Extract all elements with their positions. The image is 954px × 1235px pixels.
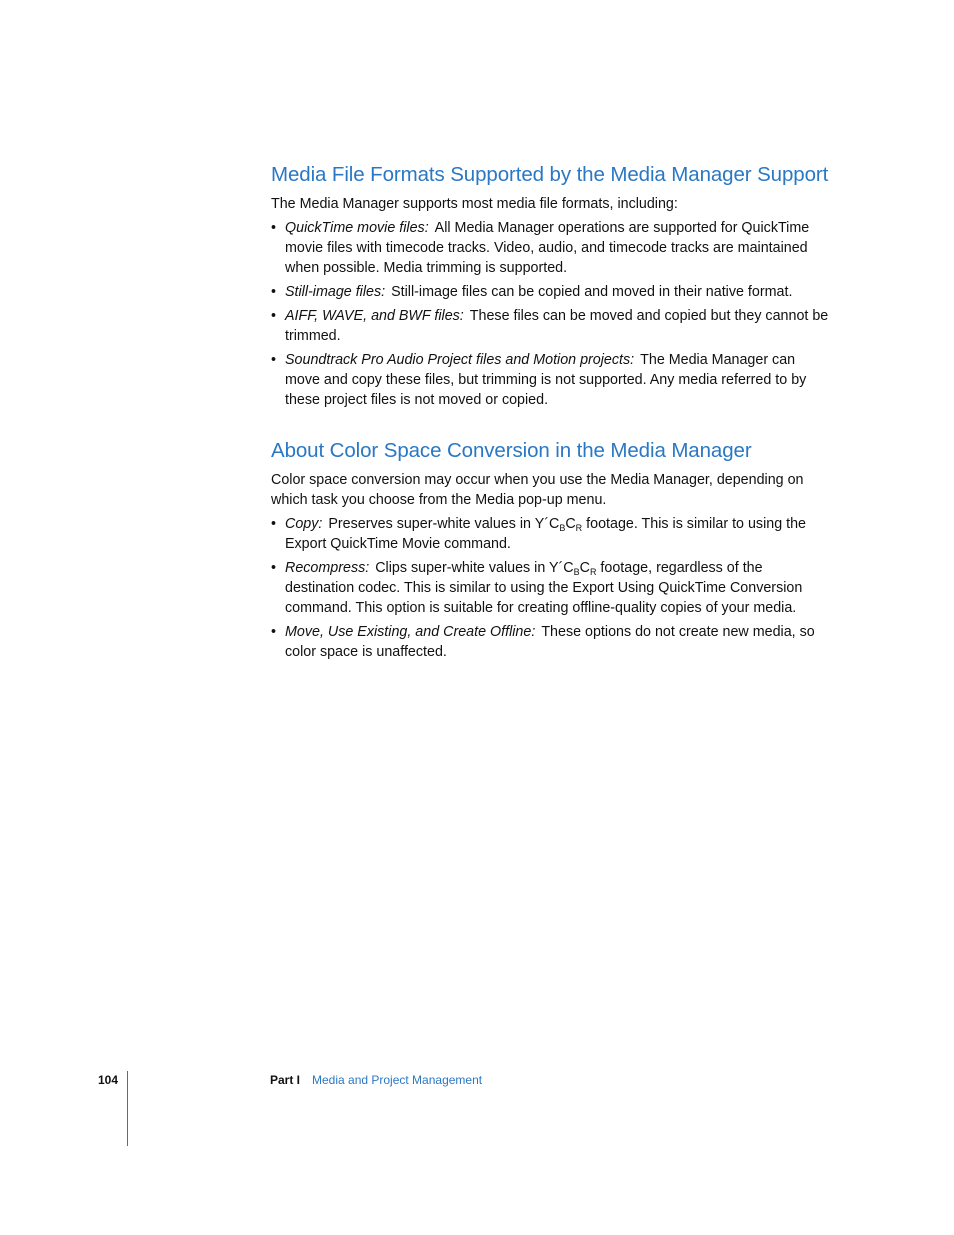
part-label: Part I: [270, 1073, 301, 1087]
item-text-before: Clips super-white values in Y´C: [375, 560, 574, 576]
item-term: Move, Use Existing, and Create Offline:: [285, 624, 536, 640]
subscript-r: R: [589, 567, 597, 577]
item-term: Recompress:: [285, 560, 370, 576]
page-number: 104: [98, 1073, 119, 1087]
subscript-r: R: [575, 523, 583, 533]
item-text-mid: C: [565, 516, 576, 532]
bullet-icon: •: [271, 220, 277, 236]
list-item: [271, 514, 831, 554]
item-text-after: footage, regardless of the destination codec. This is similar to using the Export Using QuickTime Conversion command. This option is suitable for creating offline-quality copies of your media.: [285, 560, 803, 616]
subscript-b: B: [573, 567, 580, 577]
item-text: These files can be moved and copied but they cannot be trimmed.: [285, 308, 829, 344]
item-text: These options do not create new media, so color space is unaffected.: [285, 624, 815, 660]
bullet-icon: •: [271, 516, 277, 532]
section-heading: Media File Formats Supported by the Media Manager Support: [271, 163, 829, 186]
section-intro: Color space conversion may occur when you use the Media Manager, depending on which task you choose from the Media pop-up menu.: [271, 472, 804, 508]
item-text-mid: C: [579, 560, 590, 576]
section-heading: About Color Space Conversion in the Media Manager: [271, 439, 752, 462]
item-text-after: footage. This is similar to using the Export QuickTime Movie command.: [285, 516, 807, 552]
item-term: QuickTime movie files:: [285, 220, 429, 236]
bullet-icon: •: [271, 308, 277, 324]
item-term: AIFF, WAVE, and BWF files:: [285, 308, 464, 324]
list-item: [271, 350, 831, 410]
list-item: [271, 558, 831, 618]
list-item: [271, 218, 831, 278]
bullet-list: [271, 218, 831, 410]
page-content: [271, 160, 831, 666]
part-title: Media and Project Management: [312, 1073, 483, 1087]
bullet-icon: •: [271, 560, 277, 576]
item-text: All Media Manager operations are supported for QuickTime movie files with timecode tracks. Video, audio, and timecode tracks are maintained when possible. Media trimming is supported.: [285, 220, 810, 276]
bullet-icon: •: [271, 624, 277, 640]
item-term: Copy:: [285, 516, 323, 532]
item-text: The Media Manager can move and copy these files, but trimming is not supported. Any media referred to by these project files is not moved or copied.: [285, 352, 807, 408]
section-media-file-formats: [271, 160, 831, 410]
item-text: Still-image files can be copied and moved in their native format.: [391, 284, 793, 300]
bullet-icon: •: [271, 284, 277, 300]
bullet-icon: •: [271, 352, 277, 368]
list-item: [271, 622, 831, 662]
item-text-before: Preserves super-white values in Y´C: [328, 516, 560, 532]
item-term: Still-image files:: [285, 284, 386, 300]
footer-divider: [127, 1071, 128, 1146]
bullet-list: [271, 514, 831, 662]
section-intro: The Media Manager supports most media file formats, including:: [271, 196, 678, 212]
subscript-b: B: [559, 523, 566, 533]
item-term: Soundtrack Pro Audio Project files and Motion projects:: [285, 352, 635, 368]
section-color-space-conversion: [271, 436, 831, 662]
list-item: [271, 306, 831, 346]
list-item: [271, 282, 831, 302]
